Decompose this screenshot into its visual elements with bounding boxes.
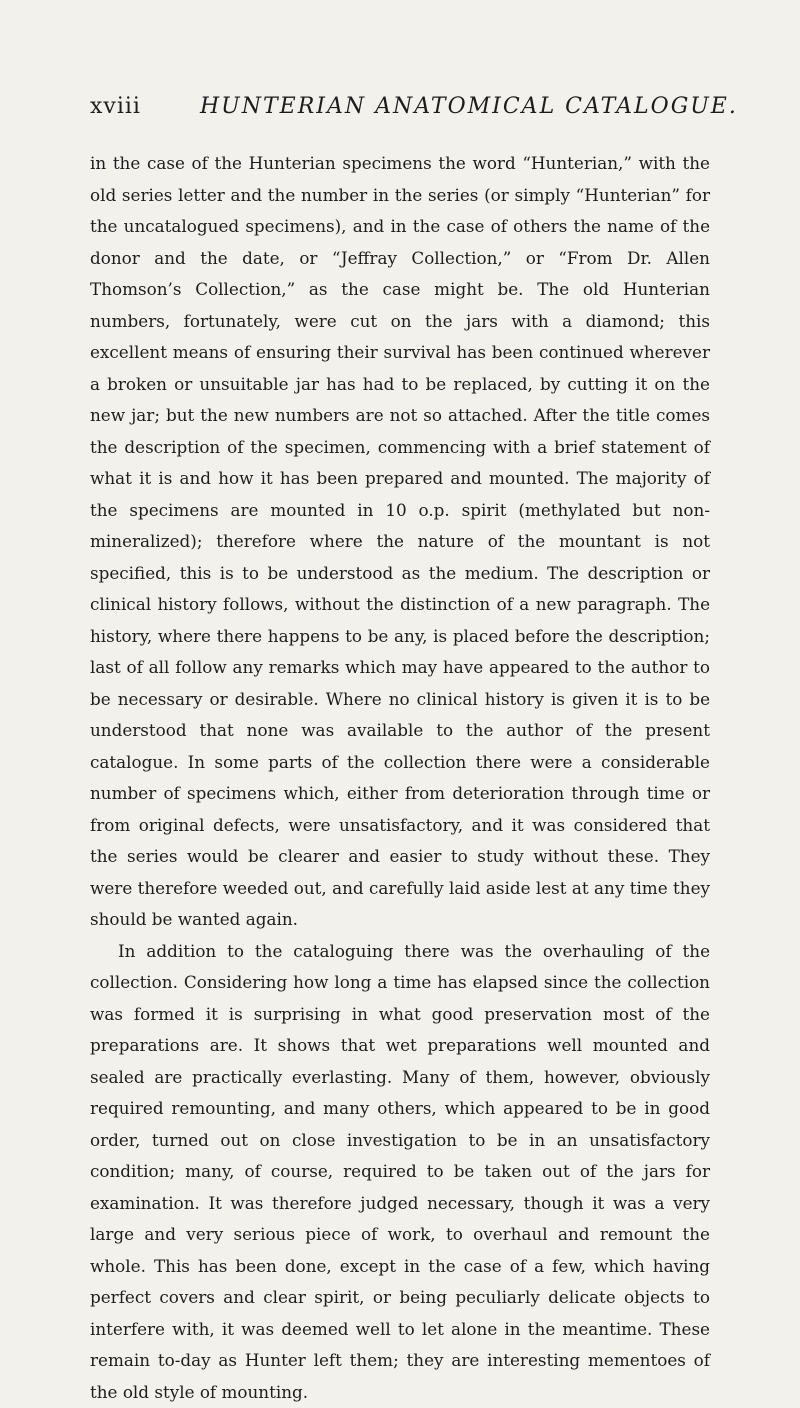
running-title: HUNTERIAN ANATOMICAL CATALOGUE. [200, 92, 738, 122]
running-head [90, 92, 710, 122]
body-text [90, 148, 710, 1408]
paragraph-continuation: in the case of the Hunterian specimens the word “Hunterian,” with the old series letter and the number in the series (or simply “Hunterian” for the uncatalogued specimens), and in the case of others the name of the donor and the date, or “Jeffray Collection,” or “From Dr. Allen Thomson’s Collection,” as the case might be. The old Hunterian numbers, fortunately, were cut on the jars with a diamond; this excellent means of ensuring their survival has been continued wherever a broken or unsuitable jar has had to be replaced, by cutting it on the new jar; but the new numbers are not so attached. After the title comes the description of the specimen, commencing with a brief statement of what it is and how it has been prepared and mounted. The majority of the specimens are mounted in 10 o.p. spirit (methylated but non-mineralized); therefore where the nature of the mountant is not specified, this is to be understood as the medium. The description or clinical history follows, without the distinction of a new paragraph. The history, where there happens to be any, is placed before the description; last of all follow any remarks which may have appeared to the author to be necessary or desirable. Where no clinical history is given it is to be understood that none was available to the author of the present catalogue. In some parts of the collection there were a considerable number of specimens which, either from deterioration through time or from original defects, were unsatisfactory, and it was considered that the series would be clearer and easier to study without these. They were therefore weeded out, and carefully laid aside lest at any time they should be wanted again. [90, 148, 710, 936]
page-number: xviii [90, 92, 141, 122]
paragraph-overhauling: In addition to the cataloguing there was the overhauling of the collection. Considering how long a time has elapsed since the collection was formed it is surprising in what good preservation most of the preparations are. It shows that wet preparations well mounted and sealed are practically everlasting. Many of them, however, obviously required remounting, and many others, which appeared to be in good order, turned out on close investigation to be in an unsatisfactory condition; many, of course, required to be taken out of the jars for examination. It was therefore judged necessary, though it was a very large and very serious piece of work, to overhaul and remount the whole. This has been done, except in the case of a few, which having perfect covers and clear spirit, or being peculiarly delicate objects to interfere with, it was deemed well to let alone in the meantime. These remain to-day as Hunter left them; they are interesting mementoes of the old style of mounting. [90, 936, 710, 1408]
